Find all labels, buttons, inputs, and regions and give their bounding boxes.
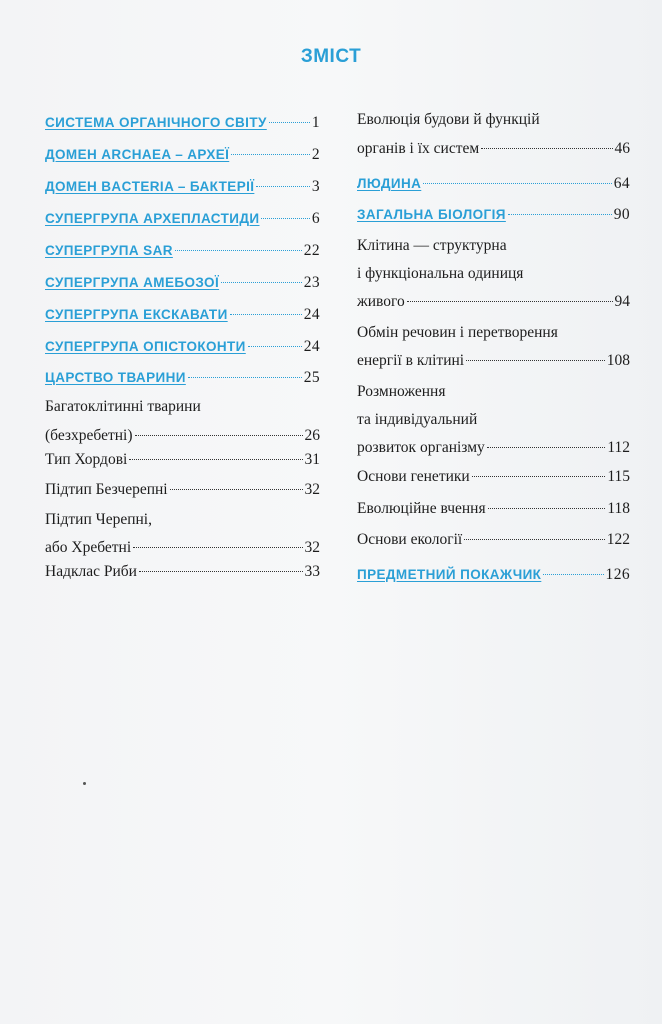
entry-page: 2 (311, 146, 320, 163)
entry-page: 23 (303, 274, 320, 291)
entry-page: 122 (606, 531, 630, 548)
leader-dots (170, 489, 303, 490)
entry-label: СИСТЕМА ОРГАНІЧНОГО СВІТУ (45, 115, 267, 130)
entry-label: або Хребетні (45, 539, 132, 556)
entry-page: 46 (614, 140, 630, 157)
toc-entry[interactable] (357, 203, 630, 226)
leader-dots (256, 186, 309, 187)
leader-dots (464, 539, 605, 540)
entry-page: 31 (304, 451, 320, 468)
entry-label: СУПЕРГРУПА АРХЕПЛАСТИДИ (45, 211, 260, 226)
toc-entry[interactable] (45, 143, 320, 166)
leader-dots (221, 282, 302, 283)
page-title: ЗМІСТ (300, 46, 362, 67)
toc-entry[interactable] (45, 478, 320, 501)
entry-label-line: Багатоклітинні тварини (45, 398, 201, 415)
entry-page: 118 (607, 500, 630, 517)
entry-label: СУПЕРГРУПА ЕКСКАВАТИ (45, 307, 228, 322)
entry-page: 33 (304, 563, 320, 580)
entry-label-line: Обмін речовин і перетворення (357, 324, 558, 341)
entry-page: 22 (303, 242, 320, 259)
entry-label-line: Розмноження (357, 383, 446, 400)
leader-dots (508, 214, 612, 215)
leader-dots (423, 183, 611, 184)
toc-entry[interactable] (45, 560, 320, 583)
entry-label: СУПЕРГРУПА SAR (45, 243, 173, 258)
entry-page: 6 (311, 210, 320, 227)
entry-page: 24 (303, 338, 320, 355)
toc-entry[interactable] (45, 303, 320, 326)
entry-label: ПРЕДМЕТНИЙ ПОКАЖЧИК (357, 567, 542, 582)
toc-entry[interactable] (357, 108, 630, 160)
leader-dots (481, 148, 612, 149)
leader-dots (175, 250, 302, 251)
toc-entry[interactable] (357, 497, 630, 520)
entry-page: 32 (304, 539, 320, 556)
toc-entry[interactable] (357, 380, 630, 459)
toc-entry[interactable] (357, 172, 630, 195)
leader-dots (269, 122, 310, 123)
entry-label: розвиток організму (357, 439, 485, 456)
entry-label: Підтип Безчерепні (45, 481, 168, 498)
entry-label: органів і їх систем (357, 140, 480, 157)
entry-label: Основи екології (357, 531, 463, 548)
entry-page: 1 (311, 114, 320, 131)
entry-label: енергії в клітині (357, 352, 465, 369)
entry-label: (безхребетні) (45, 427, 133, 444)
entry-page: 24 (303, 306, 320, 323)
leader-dots (129, 459, 302, 460)
toc-entry[interactable] (45, 271, 320, 294)
leader-dots (488, 508, 606, 509)
entry-page: 90 (613, 206, 630, 223)
entry-label: Тип Хордові (45, 451, 128, 468)
entry-page: 94 (614, 293, 630, 310)
leader-dots (231, 154, 310, 155)
leader-dots (472, 476, 606, 477)
toc-entry[interactable] (45, 395, 320, 447)
entry-label-line: і функціональна одиниця (357, 265, 524, 282)
entry-label: ДОМЕН BACTERIA – БАКТЕРІЇ (45, 179, 255, 194)
toc-entry[interactable] (45, 366, 320, 389)
leader-dots (407, 301, 613, 302)
entry-label-line: Підтип Черепні, (45, 511, 152, 528)
toc-entry[interactable] (45, 239, 320, 262)
toc-entry[interactable] (357, 321, 630, 372)
leader-dots (466, 360, 605, 361)
entry-page: 115 (607, 468, 630, 485)
entry-page: 3 (311, 178, 320, 195)
entry-label-line: Еволюція будови й функцій (357, 111, 540, 128)
toc-entry[interactable] (45, 111, 320, 134)
entry-label: живого (357, 293, 405, 310)
entry-label: Надклас Риби (45, 563, 137, 580)
entry-page: 64 (613, 175, 630, 192)
entry-label: ЛЮДИНА (357, 176, 422, 191)
entry-label: СУПЕРГРУПА АМЕБОЗОЇ (45, 275, 220, 290)
entry-label: ЗАГАЛЬНА БІОЛОГІЯ (357, 207, 506, 222)
leader-dots (248, 346, 302, 347)
entry-label-line: Клітина — структурна (357, 237, 507, 254)
leader-dots (188, 377, 302, 378)
toc-entry[interactable] (45, 207, 320, 230)
leader-dots (139, 571, 303, 572)
entry-page: 32 (304, 481, 320, 498)
leader-dots (230, 314, 302, 315)
toc-entry[interactable] (357, 563, 630, 586)
toc-entry[interactable] (45, 448, 320, 471)
toc-entry[interactable] (45, 335, 320, 358)
entry-label: СУПЕРГРУПА ОПІСТОКОНТИ (45, 339, 246, 354)
entry-label: ДОМЕН ARCHAEA – АРХЕЇ (45, 147, 230, 162)
entry-page: 108 (606, 352, 630, 369)
toc-entry[interactable] (357, 234, 630, 313)
entry-label: ЦАРСТВО ТВАРИНИ (45, 370, 186, 385)
entry-page: 26 (304, 427, 320, 444)
leader-dots (261, 218, 309, 219)
entry-label-line: та індивідуальний (357, 411, 478, 428)
leader-dots (543, 574, 603, 575)
entry-page: 112 (607, 439, 630, 456)
entry-label: Основи генетики (357, 468, 470, 485)
entry-page: 126 (605, 566, 630, 583)
leader-dots (133, 547, 302, 548)
toc-entry[interactable] (357, 528, 630, 551)
entry-label: Еволюційне вчення (357, 500, 486, 517)
toc-entry[interactable] (45, 175, 320, 198)
toc-entry[interactable] (45, 508, 320, 559)
paper-speck (83, 782, 86, 785)
toc-entry[interactable] (357, 465, 630, 488)
entry-page: 25 (303, 369, 320, 386)
leader-dots (487, 447, 606, 448)
leader-dots (135, 435, 303, 436)
